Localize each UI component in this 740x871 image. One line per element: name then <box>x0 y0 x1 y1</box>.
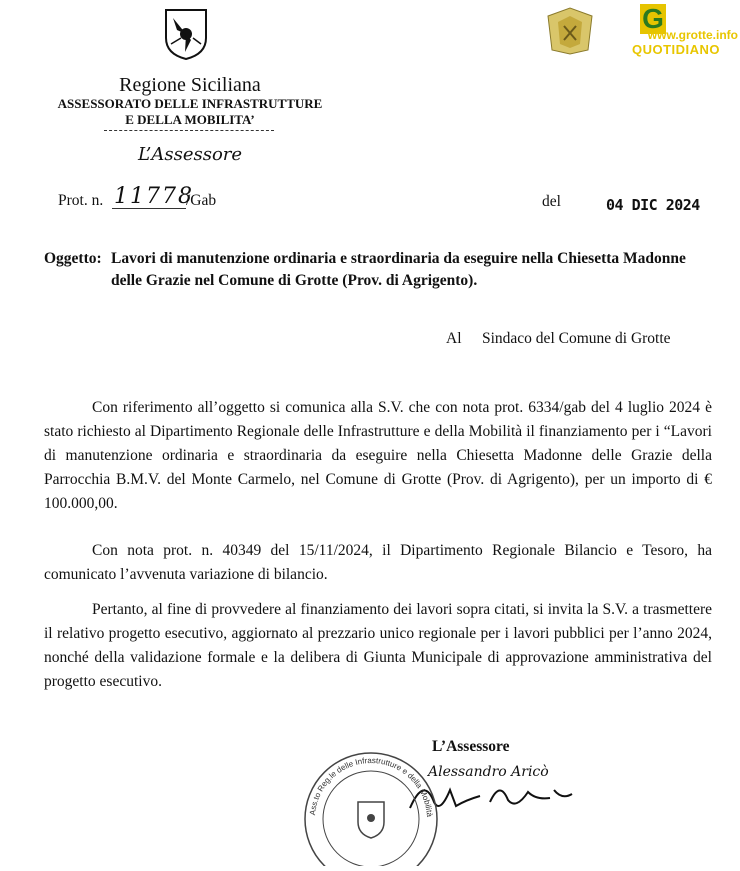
subject-line2: delle Grazie nel Comune di Grotte (Prov. di Agrigento). <box>111 272 478 289</box>
letterhead-department-line1: ASSESSORATO DELLE INFRASTRUTTURE <box>57 96 323 111</box>
letterhead-region: Regione Siciliana <box>119 74 261 96</box>
badge-url: www.grotte.info <box>647 28 738 42</box>
svg-text:Ass.to Reg.le delle Infrastrut <box>298 746 434 819</box>
official-stamp <box>298 746 444 866</box>
body-paragraph-1: Con riferimento all’oggetto si comunica alla S.V. che con nota prot. 6334/gab del 4 luglio 2024 è stato richiesto al Dipartimento Regionale delle Infrastrutture e della Mobilità il finanziamento per i “Lavori di manutenzione ordinaria e straordinaria da eseguire nella Chiesetta Madonne delle Grazie della Parrocchia B.M.V. del Monte Carmelo, nel Comune di Grotte (Prov. di Agrigento), per un importo di € 100.000,00. <box>44 399 712 512</box>
protocol-suffix: /Gab <box>186 192 217 209</box>
letterhead-role: L’Assessore <box>138 144 243 165</box>
recipient-name: Sindaco del Comune di Grotte <box>482 330 671 347</box>
stamp-text: Ass.to Reg.le delle Infrastrutture e della Mobilità <box>308 755 434 818</box>
body-paragraph-3: Pertanto, al fine di provvedere al finanziamento dei lavori sopra citati, si invita la S.V. a trasmettere il relativo progetto esecutivo, aggiornato al prezzario unico regionale per i lavori pubblici per l’anno 2024, nonché della validazione formale e la delibera di Giunta Municipale di approvazione amministrativa del progetto esecutivo. <box>44 601 712 690</box>
letterhead-divider <box>104 130 274 131</box>
badge-g-logo: G <box>640 4 666 34</box>
signature-name: Alessandro Aricò <box>428 764 549 780</box>
badge-label: QUOTIDIANO <box>631 42 721 57</box>
subject-line1: Lavori di manutenzione ordinaria e straordinaria da eseguire nella Chiesetta Madonne <box>111 250 686 267</box>
signature-title: L’Assessore <box>432 738 510 755</box>
letterhead-department-line2: E DELLA MOBILITA’ <box>125 112 255 127</box>
date-label: del <box>542 193 561 210</box>
recipient-prefix: Al <box>446 330 462 347</box>
region-emblem <box>163 8 209 60</box>
assessorato-logo-icon <box>544 6 596 56</box>
site-badge <box>604 2 738 58</box>
protocol-prefix: Prot. n. <box>58 192 104 209</box>
protocol-number: 11778 <box>114 184 194 209</box>
body-paragraph-2: Con nota prot. n. 40349 del 15/11/2024, il Dipartimento Regionale Bilancio e Tesoro, ha comunicato l’avvenuta variazione di bilancio. <box>44 542 712 583</box>
subject-label: Oggetto: <box>44 250 102 267</box>
date-stamp: 04 DIC 2024 <box>606 196 700 214</box>
